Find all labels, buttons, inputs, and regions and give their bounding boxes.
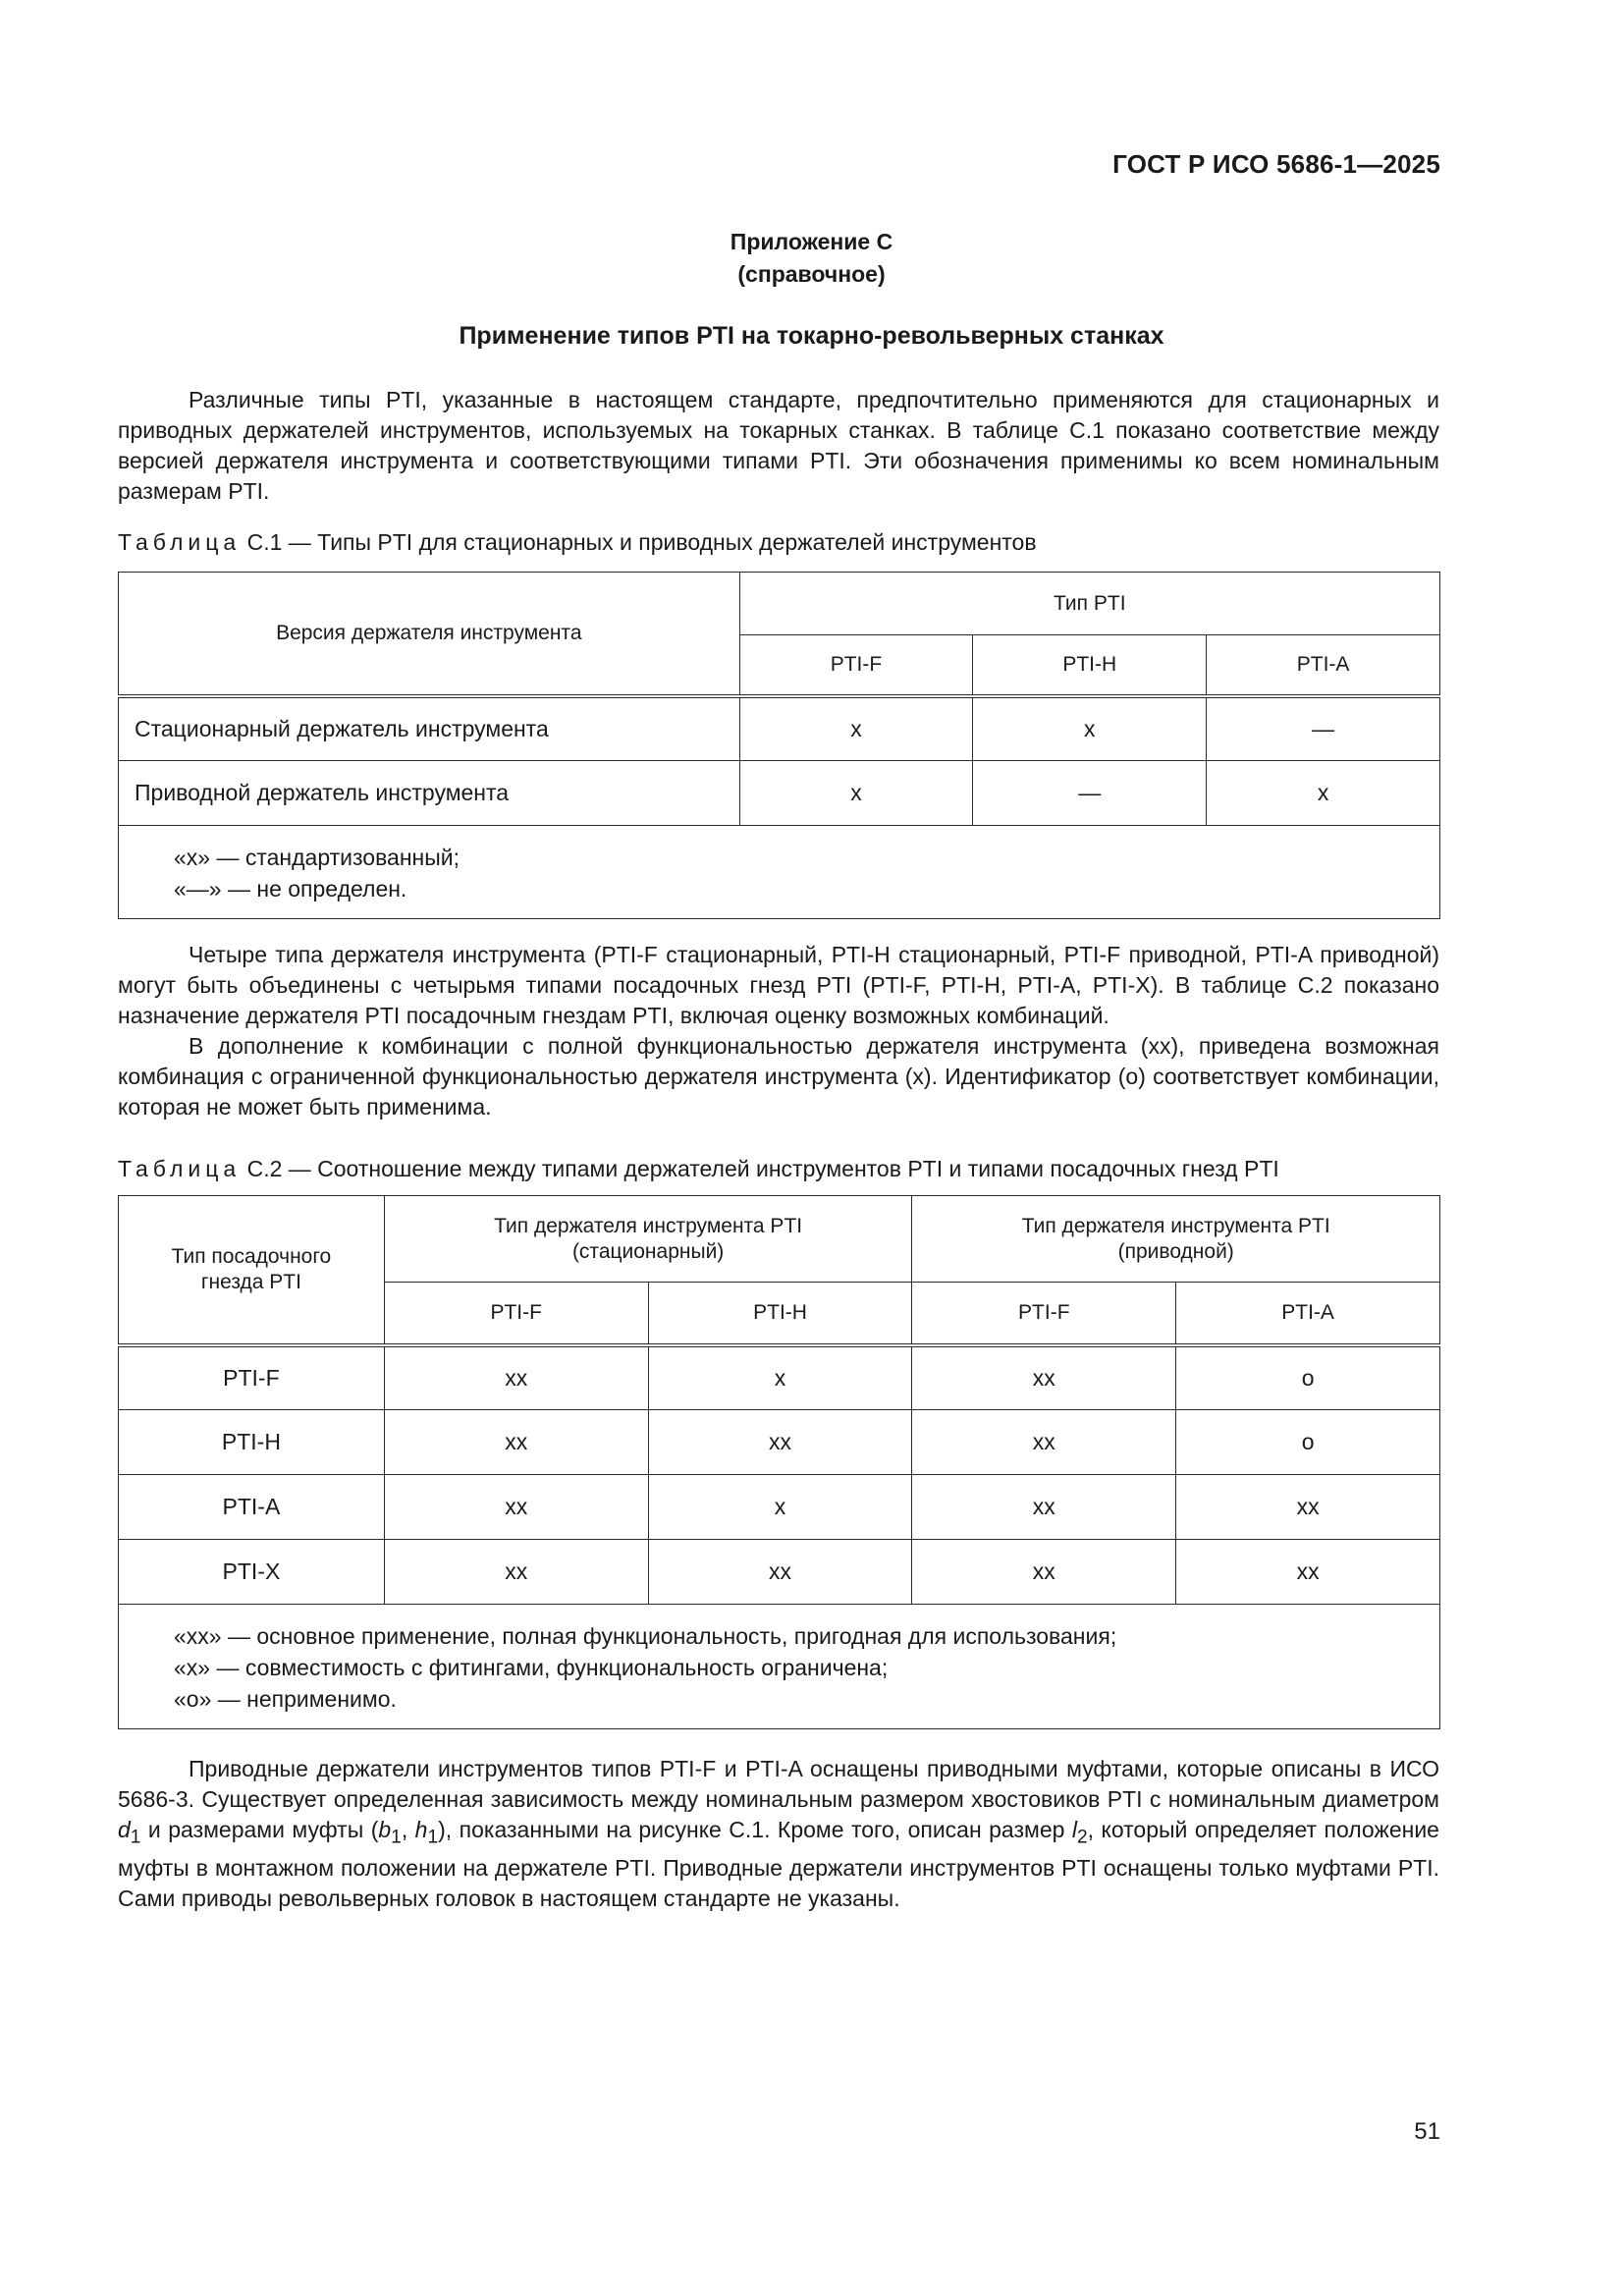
table2-notes — [119, 1605, 1440, 1729]
annex-title: Применение типов PTI на токарно-револьверных станках — [459, 322, 1164, 350]
closing-text-part: и размерами муфты ( — [140, 1817, 379, 1842]
table1-cell: x — [973, 696, 1207, 761]
table2-group-line: Тип держателя инструмента PTI — [1021, 1214, 1330, 1237]
table2-row-label: PTI-F — [119, 1345, 385, 1410]
intro-paragraph: Различные типы PTI, указанные в настоящем стандарте, предпочтительно применяются для стационарных и приводных держателей инструментов, используемых на токарных станках. В таблице С.1 показано соответствие между версией держателя инструмента и соответствующими типами PTI. Эти обозначения применимы ко всем номинальным размерам PTI. — [118, 387, 1439, 504]
table1-cell: — — [973, 761, 1207, 826]
closing-text — [118, 1754, 1439, 1914]
table2-note: «x» — совместимость с фитингами, функциональность ограничена; — [174, 1655, 889, 1680]
table1-notes — [119, 826, 1440, 919]
table2-cell: xx — [1176, 1475, 1440, 1540]
symbol-subscript: 1 — [427, 1827, 439, 1848]
table1-col-header: PTI-A — [1207, 635, 1440, 696]
symbol-d: d — [118, 1817, 131, 1842]
middle-text — [118, 940, 1439, 1122]
table1-cell: — — [1207, 696, 1440, 761]
table2-group-line: (приводной) — [1117, 1239, 1234, 1263]
table1-note: «x» — стандартизованный; — [174, 845, 460, 870]
annex-label: Приложение С — [730, 229, 893, 254]
table2-row — [119, 1345, 1440, 1410]
table2-cell: xx — [384, 1345, 648, 1410]
table2-cell: xx — [1176, 1540, 1440, 1605]
table2-row — [119, 1410, 1440, 1475]
table1-row — [119, 696, 1440, 761]
table1-cell: x — [1207, 761, 1440, 826]
table2-cell: xx — [384, 1410, 648, 1475]
table2-cell: xx — [912, 1345, 1176, 1410]
symbol-l: l — [1071, 1817, 1077, 1842]
table2-cell: xx — [648, 1410, 912, 1475]
table2-cell: o — [1176, 1345, 1440, 1410]
closing-paragraph — [118, 1754, 1439, 1914]
table1-note: «—» — не определен. — [174, 876, 407, 902]
symbol-h: h — [414, 1817, 428, 1842]
table2-group-driven — [912, 1196, 1440, 1283]
table2-cell: x — [648, 1345, 912, 1410]
table2-row — [119, 1475, 1440, 1540]
table1-row — [119, 761, 1440, 826]
table2-header-left — [119, 1196, 385, 1345]
table2-note: «xx» — основное применение, полная функциональность, пригодная для использования; — [174, 1623, 1117, 1649]
table2-caption-word: Таблица — [118, 1156, 242, 1181]
table2-cell: xx — [384, 1475, 648, 1540]
table1-caption-text: С.1 — Типы PTI для стационарных и приводных держателей инструментов — [241, 529, 1037, 555]
table2-cell: x — [648, 1475, 912, 1540]
intro-text — [118, 385, 1439, 507]
middle-paragraph-1: Четыре типа держателя инструмента (PTI-F стационарный, PTI-H стационарный, PTI-F приводной, PTI-A приводной) могут быть объединены с четырьмя типами посадочных гнезд PTI (PTI-F, PTI-H, PTI-A, PTI-X). В таблице С.2 показано назначение держателя PTI посадочным гнездам PTI, включая оценку возможных комбинаций. — [118, 942, 1439, 1028]
table2-caption — [118, 1155, 1279, 1182]
table2-group-line: (стационарный) — [571, 1239, 725, 1263]
table1-header-group: Тип PTI — [739, 573, 1439, 635]
table1-col-header: PTI-F — [739, 635, 973, 696]
table2-row-label: PTI-A — [119, 1475, 385, 1540]
table2-caption-text: С.2 — Соотношение между типами держателей инструментов PTI и типами посадочных гнезд PTI — [241, 1156, 1279, 1181]
table2-col-header: PTI-F — [384, 1283, 648, 1345]
table2-header-left-line: Тип посадочного — [171, 1244, 332, 1268]
table2-cell: xx — [912, 1475, 1176, 1540]
symbol-subscript: 1 — [391, 1827, 402, 1848]
table1 — [118, 572, 1440, 919]
table2-header-left-line: гнезда PTI — [200, 1270, 301, 1293]
table2-group-line: Тип держателя инструмента PTI — [494, 1214, 803, 1237]
annex-type: (справочное) — [737, 261, 886, 287]
table2-col-header: PTI-F — [912, 1283, 1176, 1345]
table2-col-header: PTI-H — [648, 1283, 912, 1345]
closing-text-part: ), показанными на рисунке С.1. Кроме того, описан размер — [438, 1817, 1072, 1842]
table2-cell: xx — [648, 1540, 912, 1605]
closing-text-part: , — [401, 1817, 415, 1842]
table1-caption-word: Таблица — [118, 529, 242, 555]
table2-row-label: PTI-X — [119, 1540, 385, 1605]
table1-row-label: Стационарный держатель инструмента — [119, 696, 740, 761]
symbol-b: b — [378, 1817, 392, 1842]
table1-caption — [118, 528, 1037, 556]
closing-text-part: , который определяет положение муфты в монтажном положении на держателе PTI. Приводные держатели инструментов PTI оснащены только муфтами PTI. Сами приводы револьверных головок в настоящем стандарте не указаны. — [118, 1817, 1439, 1911]
table1-header-left: Версия держателя инструмента — [119, 573, 740, 696]
symbol-subscript: 1 — [130, 1827, 141, 1848]
page-number: 51 — [1414, 2118, 1440, 2145]
table2-row — [119, 1540, 1440, 1605]
symbol-subscript: 2 — [1077, 1827, 1088, 1848]
table2 — [118, 1195, 1440, 1729]
table2-group-stationary — [384, 1196, 912, 1283]
table2-cell: xx — [912, 1540, 1176, 1605]
closing-text-part: Приводные держатели инструментов типов PTI-F и PTI-A оснащены приводными муфтами, которые описаны в ИСО 5686-3. Существует определенная зависимость между номинальным размером хвостовиков PTI с номинальным диаметром — [118, 1756, 1439, 1812]
table2-note: «o» — неприменимо. — [174, 1686, 397, 1712]
table2-cell: o — [1176, 1410, 1440, 1475]
table1-cell: x — [739, 761, 973, 826]
table2-col-header: PTI-A — [1176, 1283, 1440, 1345]
standard-designation: ГОСТ Р ИСО 5686-1—2025 — [1112, 149, 1440, 179]
table1-cell: x — [739, 696, 973, 761]
middle-paragraph-2: В дополнение к комбинации с полной функциональностью держателя инструмента (xx), приведена возможная комбинация с ограниченной функциональностью держателя инструмента (x). Идентификатор (o) соответствует комбинации, которая не может быть применима. — [118, 1033, 1439, 1120]
annex-heading — [0, 226, 1623, 291]
table2-cell: xx — [912, 1410, 1176, 1475]
table1-row-label: Приводной держатель инструмента — [119, 761, 740, 826]
table2-cell: xx — [384, 1540, 648, 1605]
table1-col-header: PTI-H — [973, 635, 1207, 696]
table2-row-label: PTI-H — [119, 1410, 385, 1475]
